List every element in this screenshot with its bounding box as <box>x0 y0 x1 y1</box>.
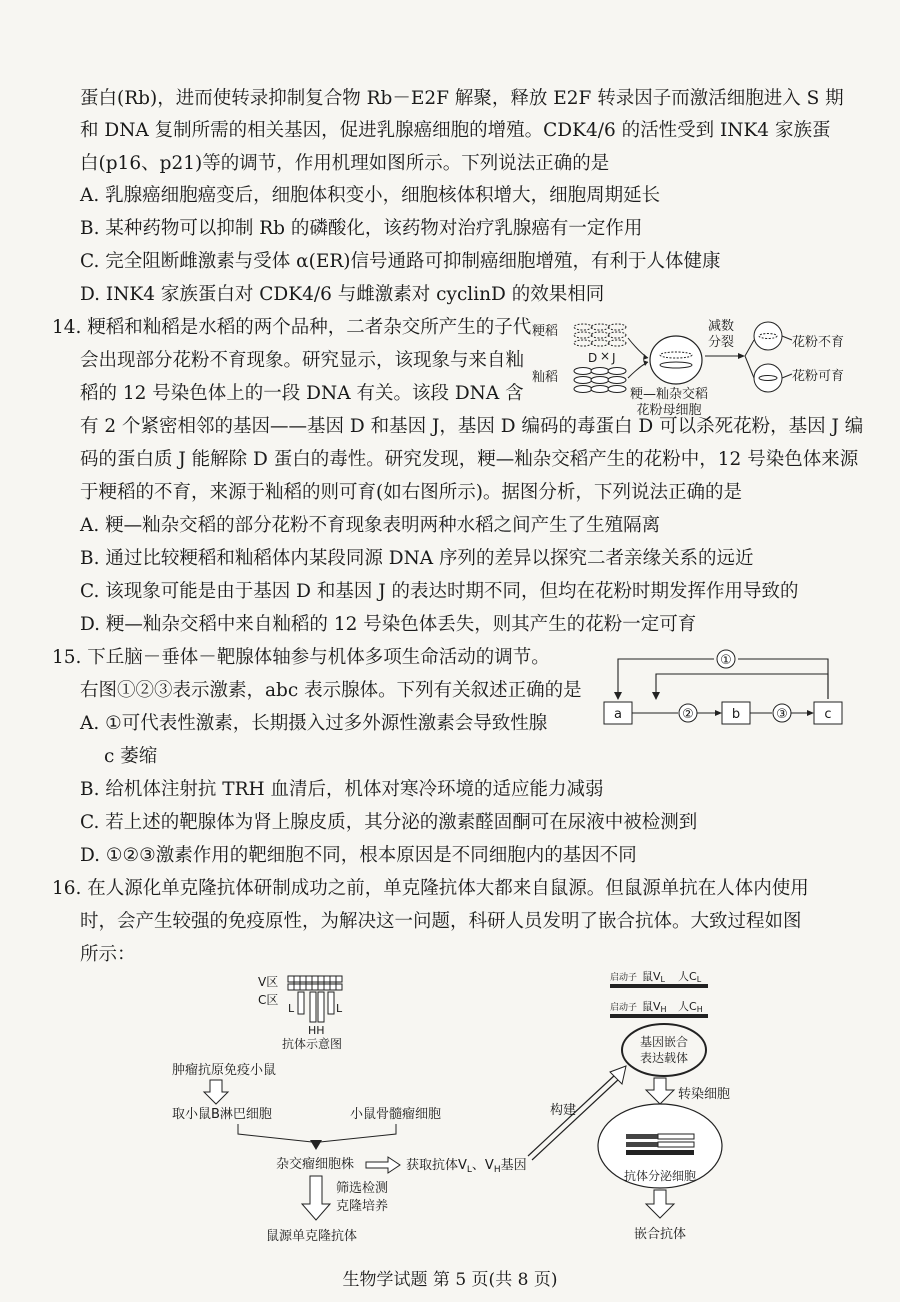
svg-text:c: c <box>824 707 832 722</box>
q16-chimeric-antibody-figure <box>170 968 730 1258</box>
get-gene-step: 获取抗体$V_L$、$V_H$基因 <box>406 1158 527 1175</box>
q14-line-2: 会出现部分花粉不育现象。研究显示，该现象与来自籼 <box>80 350 525 371</box>
q14-line-6: 于粳稻的不育，来源于籼稻的则可育(如右图所示)。据图分析，下列说法正确的是 <box>80 482 742 503</box>
construct-label: 构建 <box>550 1103 577 1118</box>
expression-vector <box>622 1024 706 1076</box>
right-arrow-1 <box>366 1157 400 1173</box>
q15-line-1: 15. 下丘脑－垂体－靶腺体轴参与机体多项生命活动的调节。 <box>52 647 550 668</box>
svg-text:a: a <box>614 707 622 722</box>
jing-chromosomes <box>574 324 626 346</box>
q15-option-a-cont: c 萎缩 <box>104 746 158 767</box>
svg-text:①: ① <box>720 653 732 668</box>
q13-option-b: B. 某种药物可以抑制 Rb 的磷酸化，该药物对治疗乳腺癌有一定作用 <box>80 218 643 239</box>
q15-option-a: A. ①可代表性激素，长期摄入过多外源性激素会导致性腺 <box>80 713 548 734</box>
fertile-pollen <box>754 364 782 392</box>
q14-option-d: D. 粳—籼杂交稻中来自籼稻的 12 号染色体丢失，则其产生的花粉一定可育 <box>80 614 697 635</box>
xian-chromosomes <box>574 368 626 393</box>
c-region-label: C区 <box>258 993 279 1007</box>
pollen-mother-cell <box>650 336 702 384</box>
myeloma-step: 小鼠骨髓瘤细胞 <box>350 1107 442 1122</box>
q14-line-3: 稻的 12 号染色体上的一段 DNA 有关。该段 DNA 含 <box>80 383 524 404</box>
q13-option-d: D. INK4 家族蛋白对 CDK4/6 与雌激素对 cyclinD 的效果相同 <box>80 284 605 305</box>
sterile-pollen <box>754 322 782 350</box>
mouse-mab-result: 鼠源单克隆抗体 <box>266 1229 358 1244</box>
immunize-step: 肿瘤抗原免疫小鼠 <box>172 1063 277 1078</box>
q15-option-d: D. ①②③激素作用的靶细胞不同，根本原因是不同细胞内的基因不同 <box>80 845 637 866</box>
schematic-label: 抗体示意图 <box>282 1037 343 1051</box>
q13-line-2: 和 DNA 复制所需的相关基因，促进乳腺癌细胞的增殖。CDK4/6 的活性受到 INK4 家族蛋 <box>80 120 831 141</box>
meiosis-label-2: 分裂 <box>708 335 735 350</box>
q15-option-c: C. 若上述的靶腺体为肾上腺皮质，其分泌的激素醛固酮可在尿液中被检测到 <box>80 812 698 833</box>
q13-option-c: C. 完全阻断雌激素与受体 α(ER)信号通路可抑制癌细胞增殖，有利于人体健康 <box>80 251 721 272</box>
promoter-1: 启动子 <box>610 973 638 983</box>
svg-text:②: ② <box>682 707 694 722</box>
down-arrow-4 <box>646 1190 674 1218</box>
human-cl-label: 人CL <box>678 970 702 984</box>
screen-step-2: 克隆培养 <box>336 1199 389 1214</box>
xian-label: 籼稻 <box>532 370 559 385</box>
promoter-2: 启动子 <box>610 1003 638 1013</box>
light-chain-gene <box>610 984 708 988</box>
antibody-schematic <box>288 976 342 1022</box>
pollen-mother-caption: 粳—籼杂交稻 花粉母细胞 <box>630 387 709 418</box>
q13-line-1: 蛋白(Rb)，进而使转录抑制复合物 Rb－E2F 解聚，释放 E2F 转录因子而激活细胞进入 S 期 <box>80 88 844 109</box>
svg-text:b: b <box>731 707 741 722</box>
secreting-cell-label: 抗体分泌细胞 <box>623 1169 697 1183</box>
meiosis-label-1: 减数 <box>708 319 735 334</box>
down-arrow-2 <box>302 1176 330 1220</box>
q14-option-c: C. 该现象可能是由于基因 D 和基因 J 的表达时期不同，但均在花粉时期发挥作用导致的 <box>80 581 799 602</box>
q14-option-b: B. 通过比较粳稻和籼稻体内某段同源 DNA 序列的差异以探究二者亲缘关系的远近 <box>80 548 754 569</box>
feedback-line-outer <box>738 659 828 699</box>
vector-label-2: 表达载体 <box>639 1051 689 1065</box>
hybridoma-step: 杂交瘤细胞株 <box>276 1157 355 1172</box>
fertile-label: 花粉可育 <box>792 369 845 384</box>
light-chain-label-1: L <box>288 1002 295 1015</box>
q14-line-1: 14. 粳稻和籼稻是水稻的两个品种，二者杂交所产生的子代 <box>52 317 532 338</box>
screen-step-1: 筛选检测 <box>336 1181 389 1196</box>
q16-line-1: 16. 在人源化单克隆抗体研制成功之前，单克隆抗体大都来自鼠源。但鼠源单抗在人体内使用 <box>52 878 809 899</box>
heavy-chain-label: HH <box>308 1024 325 1037</box>
q15-axis-figure <box>596 644 856 734</box>
feedback-line-inner <box>656 674 828 699</box>
down-arrow-3 <box>646 1078 674 1104</box>
v-region-label: V区 <box>258 975 279 989</box>
mouse-vh-label: 鼠VH <box>642 1000 667 1014</box>
vector-label-1: 基因嵌合 <box>639 1035 689 1049</box>
q16-line-3: 所示： <box>80 944 136 965</box>
q14-line-4: 有 2 个紧密相邻的基因——基因 D 和基因 J，基因 D 编码的毒蛋白 D 可以杀死花粉，基因 J 编 <box>80 416 864 437</box>
q13-option-a: A. 乳腺癌细胞癌变后，细胞体积变小，细胞核体积增大，细胞周期延长 <box>80 185 661 206</box>
q13-line-3: 白(p16、p21)等的调节，作用机理如图所示。下列说法正确的是 <box>80 153 610 174</box>
gene-j-label: J <box>612 351 616 365</box>
svg-text:③: ③ <box>776 707 788 722</box>
cross-symbol: × <box>600 349 611 363</box>
transfect-step: 转染细胞 <box>678 1087 730 1102</box>
heavy-chain-gene <box>610 1014 708 1018</box>
chimeric-result: 嵌合抗体 <box>633 1227 687 1242</box>
q16-line-2: 时，会产生较强的免疫原性，为解决这一问题，科研人员发明了嵌合抗体。大致过程如图 <box>80 911 802 932</box>
sterile-label: 花粉不育 <box>792 335 845 350</box>
page-footer: 生物学试题 第 5 页(共 8 页) <box>342 1270 558 1290</box>
q14-line-5: 码的蛋白质 J 能解除 D 蛋白的毒性。研究发现，粳—籼杂交稻产生的花粉中，12 号染色体来源 <box>80 449 859 470</box>
q14-option-a: A. 粳—籼杂交稻的部分花粉不育现象表明两种水稻之间产生了生殖隔离 <box>80 515 661 536</box>
human-ch-label: 人CH <box>678 1000 703 1014</box>
gene-d-label: D <box>588 351 598 365</box>
q15-line-2: 右图①②③表示激素，abc 表示腺体。下列有关叙述正确的是 <box>80 680 582 701</box>
bcell-step: 取小鼠B淋巴细胞 <box>172 1107 272 1122</box>
light-chain-label-2: L <box>336 1002 343 1015</box>
jing-label: 粳稻 <box>532 324 559 339</box>
down-arrow-1 <box>204 1080 228 1104</box>
q15-option-b: B. 给机体注射抗 TRH 血清后，机体对寒冷环境的适应能力减弱 <box>80 779 604 800</box>
mouse-vl-label: 鼠VL <box>642 970 665 984</box>
